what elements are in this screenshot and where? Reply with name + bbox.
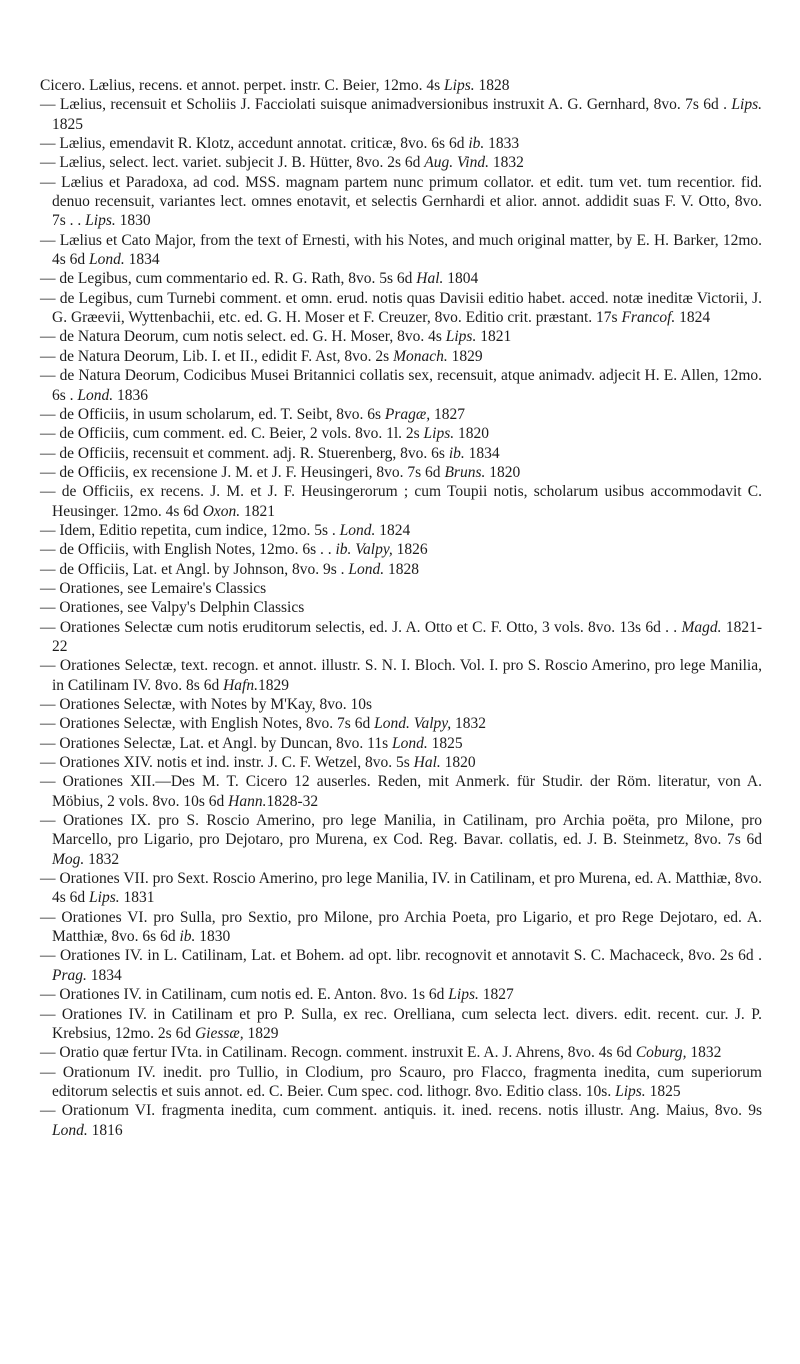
entry-description: Orationes XIV. notis et ind. instr. J. C. F. Wetzel, 8vo. 5s — [59, 754, 410, 772]
entry-place: Giessæ, — [194, 1024, 244, 1042]
entry-description: Lælius, emendavit R. Klotz, accedunt annotat. criticæ, 8vo. 6s 6d — [59, 135, 465, 153]
catalogue-entry — [40, 173, 762, 231]
entry-place: Lond. — [77, 386, 114, 404]
entry-description: Orationes XII.—Des M. T. Cicero 12 auserles. Reden, mit Anmerk. für Studir. der Röm. literatur, von A. Möbius, 2 vols. 8vo. 10s 6d — [52, 773, 762, 810]
entry-place: ib. — [448, 444, 465, 462]
entry-lead: — — [40, 444, 60, 462]
catalogue-entry — [40, 772, 762, 811]
entry-place: Coburg, — [635, 1044, 687, 1062]
entry-place: ib. Valpy, — [335, 541, 393, 559]
entry-year: 1833 — [484, 135, 520, 153]
entry-lead: — — [40, 463, 60, 481]
entry-description: de Legibus, cum commentario ed. R. G. Rath, 8vo. 5s 6d — [59, 270, 413, 288]
entry-lead: — — [40, 734, 60, 752]
entry-place: Lond. Valpy, — [374, 715, 452, 733]
entry-description: Orationes Selectæ, Lat. et Angl. by Duncan, 8vo. 11s — [59, 734, 389, 752]
catalogue-entry — [40, 405, 762, 424]
entry-year: 1834 — [464, 444, 500, 462]
entry-lead: — — [40, 154, 60, 172]
entry-year: 1825 — [427, 734, 463, 752]
entry-place: Prag. — [52, 966, 87, 984]
entry-place: Lips. — [444, 77, 475, 94]
entry-description: Lælius et Paradoxa, ad cod. MSS. magnam partem nunc primum collator. et edit. tum vet. tum recentior. fid. denuo recensuit, variantes lect. omnes enotavit, et selectis Gernhardi et alior. annot. addidit suas F. V. Otto, 8vo. 7s . . — [52, 173, 762, 230]
entry-place: ib. — [468, 135, 485, 153]
entry-year: 1828 — [384, 560, 420, 578]
entry-place: Aug. Vind. — [424, 154, 489, 172]
catalogue-page — [40, 76, 762, 1140]
entry-lead: — — [40, 618, 60, 636]
entry-description: Orationes Selectæ, with English Notes, 8vo. 7s 6d — [59, 715, 371, 733]
entry-year: 1820 — [454, 425, 489, 443]
entry-lead: — — [40, 812, 63, 830]
entry-year: 1829 — [257, 676, 289, 694]
entry-lead: — — [40, 96, 60, 114]
catalogue-entry — [40, 618, 762, 657]
entry-year: 1830 — [115, 212, 151, 230]
catalogue-entry — [40, 598, 762, 617]
catalogue-entry — [40, 714, 762, 733]
entry-description: Lælius, recensuit et Scholiis J. Facciolati suisque animadversionibus instruxit A. G. Gernhard, 8vo. 7s 6d . — [59, 96, 728, 114]
entry-lead: — — [40, 367, 60, 385]
catalogue-entry — [40, 560, 762, 579]
entry-place: ib. — [179, 928, 196, 946]
entry-lead: — — [40, 986, 60, 1004]
entry-lead: — — [40, 425, 60, 443]
entry-lead: — — [40, 289, 60, 307]
entry-description: Lælius, recens. et annot. perpet. instr. C. Beier, 12mo. 4s — [89, 77, 441, 94]
catalogue-entry — [40, 811, 762, 869]
catalogue-entry — [40, 1063, 762, 1102]
entry-lead: — — [40, 579, 60, 597]
entry-year: 1830 — [195, 928, 231, 946]
catalogue-entry — [40, 695, 762, 714]
entry-description: Orationes VI. pro Sulla, pro Sextio, pro Milone, pro Archia Poeta, pro Ligario, et pro Rege Dejotaro, ed. A. Matthiæ, 8vo. 6s 6d — [52, 908, 762, 946]
entry-place: Lips. — [445, 328, 477, 346]
entry-year: 1832 — [488, 154, 524, 172]
entry-place: Lond. — [348, 560, 385, 578]
entry-year: 1826 — [392, 541, 428, 559]
entry-place: Hann. — [228, 792, 267, 810]
entry-year: 1828-32 — [266, 792, 319, 810]
catalogue-entry — [40, 579, 762, 598]
catalogue-entry — [40, 753, 762, 772]
entry-lead: — — [40, 657, 60, 675]
entry-place: Monach. — [393, 347, 448, 365]
entry-lead: — — [40, 173, 62, 191]
catalogue-entry — [40, 946, 762, 985]
entry-place: Lips. — [85, 212, 116, 230]
entry-description: de Natura Deorum, cum notis select. ed. G. H. Moser, 8vo. 4s — [59, 328, 442, 346]
entry-year: 1824 — [675, 309, 711, 327]
entry-description: Oratio quæ fertur IVta. in Catilinam. Recogn. comment. instruxit E. A. J. Ahrens, 8vo. 4s 6d — [59, 1044, 632, 1062]
entry-description: Orationes Selectæ cum notis eruditorum selectis, ed. J. A. Otto et C. F. Otto, 3 vols. 8vo. 13s 6d . . — [59, 618, 678, 636]
entry-place: Lond. — [392, 734, 428, 752]
catalogue-entry — [40, 95, 762, 134]
entry-year: 1829 — [243, 1024, 279, 1042]
catalogue-entry — [40, 269, 762, 288]
entry-year: 1832 — [84, 850, 120, 868]
entry-year: 1831 — [119, 889, 155, 907]
catalogue-entry — [40, 444, 762, 463]
entry-year: 1834 — [86, 966, 122, 984]
entry-year: 1821-22 — [52, 618, 763, 655]
catalogue-entry — [40, 1101, 762, 1140]
entry-year: 1825 — [645, 1082, 681, 1100]
entry-year: 1836 — [113, 386, 149, 404]
catalogue-entry — [40, 327, 762, 346]
entry-lead: — — [40, 1005, 62, 1023]
catalogue-entry — [40, 231, 762, 270]
entry-description: Lælius, select. lect. variet. subjecit J. B. Hütter, 8vo. 2s 6d — [59, 154, 421, 172]
entry-year: 1834 — [124, 251, 160, 269]
entry-lead: — — [40, 1044, 60, 1062]
catalogue-entry — [40, 366, 762, 405]
entry-description: Orationum VI. fragmenta inedita, cum comment. antiquis. it. ined. recens. notis illustr. Ang. Maius, 8vo. 9s — [61, 1102, 762, 1120]
entry-place: Lond. — [339, 521, 376, 539]
entry-description: Orationes IX. pro S. Roscio Amerino, pro lege Manilia, in Catilinam, pro Archia poëta, pro Milone, pro Marcello, pro Ligario, pro Dejotaro, pro Murena, ex Cod. Reg. Bavar. collatis, ed. J. B. Steinmetz, 8vo. 7s 6d — [52, 812, 762, 849]
entry-description: Orationes IV. in Catilinam, cum notis ed. E. Anton. 8vo. 1s 6d — [59, 986, 445, 1004]
entry-description: de Officiis, cum comment. ed. C. Beier, 2 vols. 8vo. 1l. 2s — [59, 425, 420, 443]
entry-description: Orationes IV. in Catilinam et pro P. Sulla, ex rec. Orelliana, cum selecta lect. divers. edit. recent. cur. J. P. Krebsius, 12mo. 2s 6d — [52, 1005, 763, 1042]
entry-lead: — — [40, 947, 60, 965]
entry-place: Lips. — [423, 425, 455, 443]
catalogue-entry — [40, 656, 762, 695]
catalogue-entry — [40, 521, 762, 540]
entry-lead: — — [40, 773, 63, 791]
entry-year: 1820 — [440, 754, 476, 772]
entry-place: Francof. — [621, 309, 676, 327]
entry-lead: Cicero. — [40, 77, 90, 94]
entry-description: Orationes VII. pro Sext. Roscio Amerino, pro lege Manilia, IV. in Catilinam, et pro Murena, ed. A. Matthiæ, 8vo. 4s 6d — [52, 870, 763, 907]
entry-year: 1821 — [240, 502, 276, 520]
catalogue-entry — [40, 347, 762, 366]
entry-lead: — — [40, 754, 60, 772]
entry-year: 1825 — [52, 115, 83, 133]
catalogue-entry — [40, 76, 762, 95]
entry-lead: — — [40, 696, 60, 713]
entry-place: Lips. — [615, 1082, 646, 1100]
entry-lead: — — [40, 870, 60, 888]
entry-place: Oxon. — [202, 502, 241, 520]
entry-description: de Officiis, Lat. et Angl. by Johnson, 8vo. 9s . — [59, 560, 345, 578]
entry-lead: — — [40, 347, 60, 365]
catalogue-entry — [40, 1005, 762, 1044]
entry-place: Hafn. — [223, 676, 258, 694]
catalogue-entry — [40, 289, 762, 328]
entry-lead: — — [40, 405, 60, 423]
entry-lead: — — [40, 715, 60, 733]
entry-description: Lælius et Cato Major, from the text of Ernesti, with his Notes, and much original matter, by E. H. Barker, 12mo. 4s 6d — [52, 231, 763, 269]
entry-lead: — — [40, 1063, 63, 1081]
entry-lead: — — [40, 328, 60, 346]
entry-year: 1827 — [478, 986, 514, 1004]
entry-place: Lond. — [89, 251, 125, 269]
entry-lead: — — [40, 560, 60, 578]
entry-description: Orationes Selectæ, text. recogn. et annot. illustr. S. N. I. Bloch. Vol. I. pro S. Roscio Amerino, pro lege Manilia, in Catilinam IV. 8vo. 8s 6d — [52, 657, 762, 694]
entry-place: Bruns. — [444, 463, 486, 481]
catalogue-entry — [40, 908, 762, 947]
entry-place: Mog. — [52, 850, 85, 868]
catalogue-entry — [40, 134, 762, 153]
entry-description: de Officiis, in usum scholarum, ed. T. Seibt, 8vo. 6s — [59, 405, 381, 423]
entry-description: Orationum IV. inedit. pro Tullio, in Clodium, pro Scauro, pro Flacco, fragmenta inedita, cum superiorum editorum selectis et suis annot. ed. C. Beier. Cum spec. cod. lithogr. 8vo. Editio class. 10s. — [52, 1063, 762, 1100]
entry-year: 1829 — [447, 347, 483, 365]
entry-description: Idem, Editio repetita, cum indice, 12mo. 5s . — [59, 521, 336, 539]
entry-description: de Natura Deorum, Codicibus Musei Britannici collatis sex, recensuit, atque animadv. adjecit H. E. Allen, 12mo. 6s . — [52, 367, 762, 404]
entry-description: de Officiis, ex recens. J. M. et J. F. Heusingerorum ; cum Toupii notis, scholarum usibus accommodavit C. Heusinger. 12mo. 4s 6d — [52, 483, 762, 520]
entry-lead: — — [40, 1102, 62, 1120]
entry-lead: — — [40, 541, 60, 559]
catalogue-entry — [40, 540, 762, 559]
entry-description: de Officiis, with English Notes, 12mo. 6s . . — [59, 541, 332, 559]
catalogue-entry — [40, 1043, 762, 1062]
entry-lead: — — [40, 270, 60, 288]
entry-year: 1804 — [443, 270, 479, 288]
entry-description: de Officiis, ex recensione J. M. et J. F. Heusingeri, 8vo. 7s 6d — [59, 463, 441, 481]
entry-place: Lips. — [448, 986, 479, 1004]
entry-lead: — — [40, 908, 62, 926]
entry-year: 1821 — [476, 328, 512, 346]
entry-place: Hal. — [413, 754, 441, 772]
entry-year: 1832 — [451, 715, 487, 733]
entry-place: Magd. — [681, 618, 722, 636]
entry-lead: — — [40, 599, 60, 617]
entry-lead: — — [40, 135, 60, 153]
entry-place: Lips. — [89, 889, 120, 907]
entry-description: Orationes, see Valpy's Delphin Classics — [59, 599, 305, 617]
entry-description: de Legibus, cum Turnebi comment. et omn. erud. notis quas Davisii editio habet. acced. notæ ineditæ Victorii, J. G. Græevii, Wyttenbachii, etc. ed. G. H. Moser et F. Creuzer, 8vo. Editio crit. præstant. 17s — [52, 289, 763, 327]
entry-lead: — — [40, 521, 60, 539]
entry-year: 1824 — [375, 521, 411, 539]
entry-year: 1816 — [87, 1121, 123, 1139]
entry-place: Lips. — [731, 96, 763, 114]
catalogue-entry — [40, 869, 762, 908]
entry-lead: — — [40, 483, 62, 501]
catalogue-entry — [40, 424, 762, 443]
entry-year: 1827 — [430, 405, 465, 423]
entry-year: 1832 — [686, 1044, 722, 1062]
catalogue-entry — [40, 482, 762, 521]
entry-description: Orationes, see Lemaire's Classics — [59, 579, 267, 597]
entry-year: 1820 — [485, 463, 521, 481]
entry-lead: — — [40, 231, 60, 249]
entry-description: Orationes IV. in L. Catilinam, Lat. et Bohem. ad opt. libr. recognovit et annotavit S. C. Machaceck, 8vo. 2s 6d . — [59, 947, 762, 965]
catalogue-entry — [40, 985, 762, 1004]
entry-place: Pragæ, — [384, 405, 431, 423]
entry-description: de Natura Deorum, Lib. I. et II., edidit F. Ast, 8vo. 2s — [59, 347, 390, 365]
entry-description: de Officiis, recensuit et comment. adj. R. Stuerenberg, 8vo. 6s — [59, 444, 445, 462]
entry-place: Lond. — [52, 1121, 88, 1139]
catalogue-entry — [40, 734, 762, 753]
catalogue-entry — [40, 153, 762, 172]
entry-year: 1828 — [474, 77, 510, 94]
entry-description: Orationes Selectæ, with Notes by M'Kay, 8vo. 10s — [59, 696, 372, 713]
catalogue-entry — [40, 463, 762, 482]
entry-place: Hal. — [416, 270, 444, 288]
